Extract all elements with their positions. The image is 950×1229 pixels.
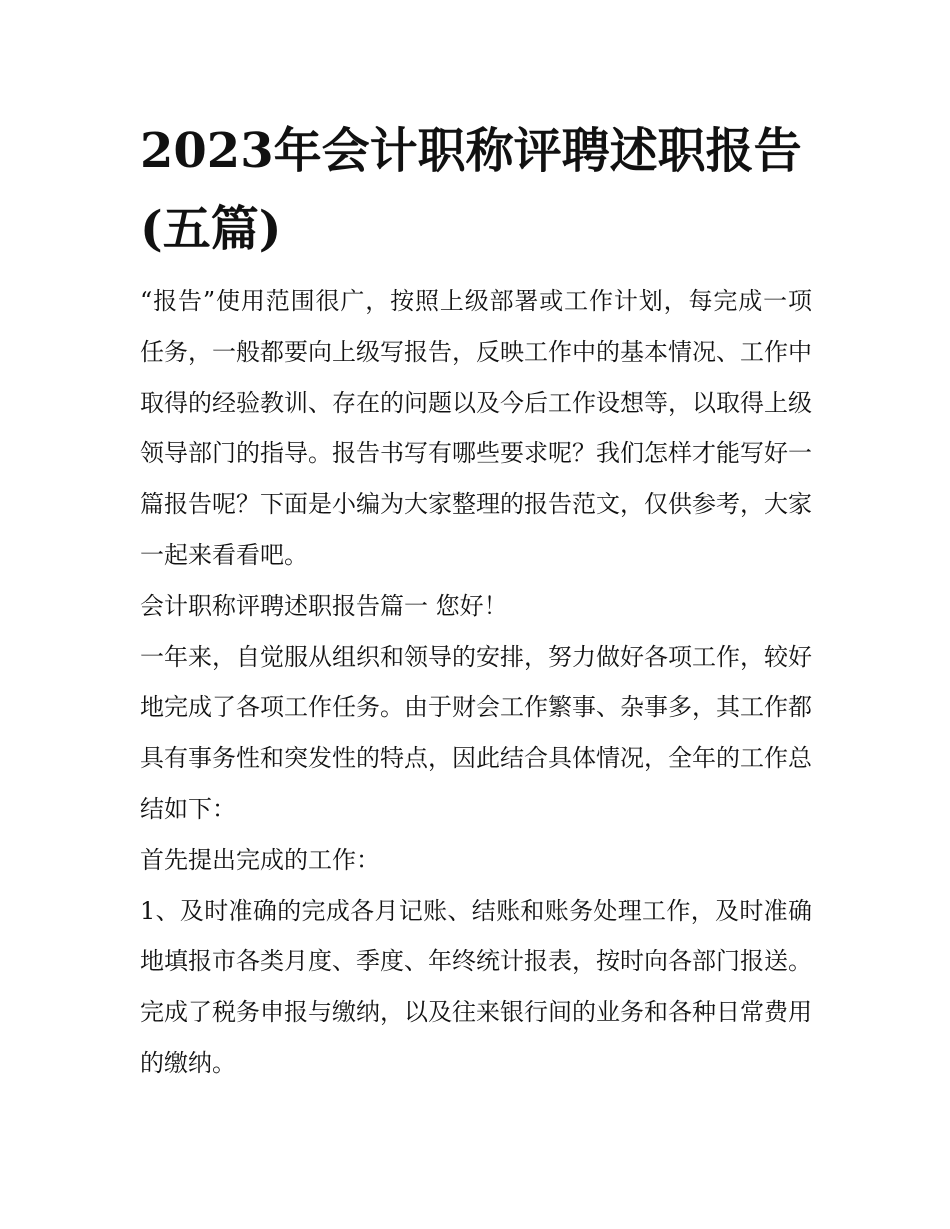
- body-paragraph: 一年来，自觉服从组织和领导的安排，努力做好各项工作，较好地完成了各项工作任务。由于财会工作繁事、杂事多，其工作都具有事务性和突发性的特点，因此结合具体情况，全年的工作总结如下：: [140, 642, 812, 823]
- document-title: 2023年会计职称评聘述职报告(五篇): [140, 123, 802, 257]
- body-paragraph: 1、及时准确的完成各月记账、结账和账务处理工作，及时准确地填报市各类月度、季度、年终统计报表，按时向各部门报送。完成了税务申报与缴纳，以及往来银行间的业务和各种日常费用的缴纳。: [140, 896, 812, 1077]
- document-body: [140, 276, 812, 1089]
- section-heading-paragraph: 会计职称评聘述职报告篇一 您好！: [140, 591, 508, 620]
- intro-paragraph: “报告”使用范围很广，按照上级部署或工作计划，每完成一项任务，一般都要向上级写报告，反映工作中的基本情况、工作中取得的经验教训、存在的问题以及今后工作设想等，以取得上级领导部门的指导。报告书写有哪些要求呢？我们怎样才能写好一篇报告呢？下面是小编为大家整理的报告范文，仅供参考，大家一起来看看吧。: [140, 287, 812, 569]
- body-paragraph: 首先提出完成的工作：: [140, 845, 380, 874]
